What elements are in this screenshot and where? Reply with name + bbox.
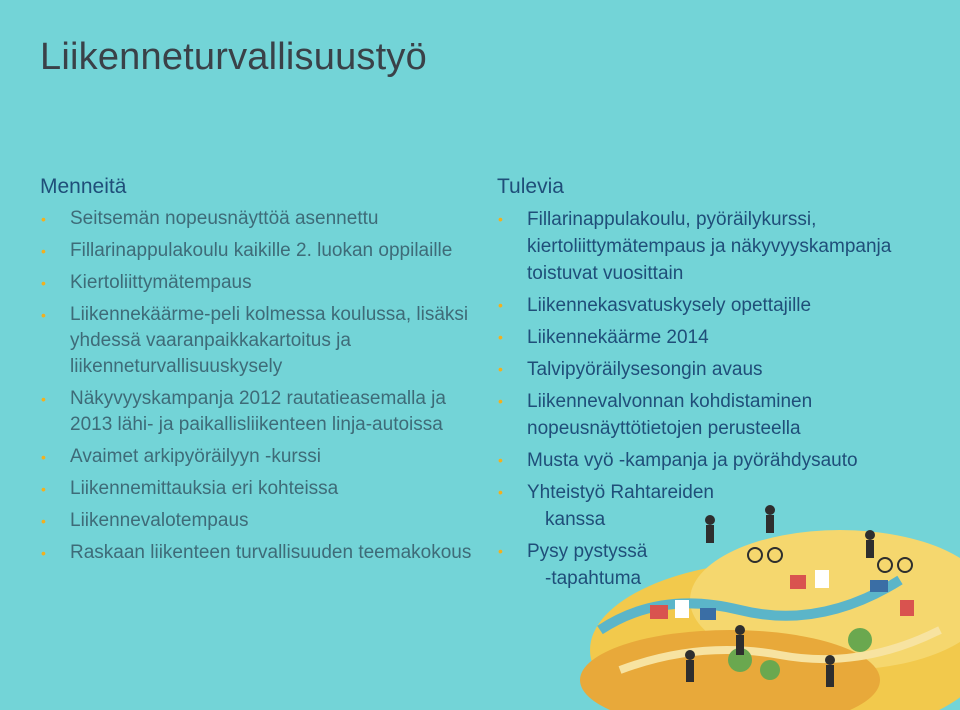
past-column: [40, 174, 480, 572]
list-item-text: Liikennemittauksia eri kohteissa: [70, 478, 339, 499]
list-item: [40, 386, 480, 438]
list-item-text: Liikennevalvonnan kohdistaminen nopeusnäyttötietojen perusteella: [527, 391, 813, 439]
list-item-text: Liikennekäärme-peli kolmessa koulussa, lisäksi yhdessä vaaranpaikkakartoitus ja liikenneturvallisuuskysely: [70, 304, 469, 377]
bullet-icon: •: [41, 481, 46, 497]
list-item: [40, 476, 480, 502]
list-item: [40, 302, 480, 380]
bullet-icon: •: [498, 361, 503, 377]
bullet-icon: •: [498, 543, 503, 559]
list-item: [497, 356, 957, 383]
list-item-text: Fillarinappulakoulu, pyöräilykurssi, kiertoliittymätempaus ja näkyvyyskampanja toistuvat vuosittain: [527, 209, 892, 284]
bullet-icon: •: [498, 211, 503, 227]
list-item-text: Raskaan liikenteen turvallisuuden teemakokous: [70, 542, 472, 563]
list-item-text: Yhteistyö Rahtareiden: [527, 482, 714, 503]
list-item-text: Liikennekäärme 2014: [527, 327, 709, 348]
list-item-continuation: kanssa: [545, 509, 606, 530]
list-item: [497, 324, 957, 351]
list-item: [497, 388, 957, 442]
list-item-text: Näkyvyyskampanja 2012 rautatieasemalla ja 2013 lähi- ja paikallisliikenteen linja-autoissa: [70, 388, 446, 435]
list-item: [40, 206, 480, 232]
list-item-text: Pysy pystyssä: [527, 541, 648, 562]
list-item: [497, 206, 957, 287]
future-heading: Tulevia: [497, 175, 564, 198]
list-item: [497, 447, 957, 474]
bullet-icon: •: [41, 307, 46, 323]
bullet-icon: •: [41, 545, 46, 561]
bullet-icon: •: [498, 329, 503, 345]
list-item-text: Seitsemän nopeusnäyttöä asennettu: [70, 208, 379, 229]
list-item-text: Avaimet arkipyöräilyyn -kurssi: [70, 446, 321, 467]
list-item: [40, 238, 480, 264]
list-item-text: Kiertoliittymätempaus: [70, 272, 252, 293]
list-item: [40, 508, 480, 534]
bullet-icon: •: [498, 452, 503, 468]
bullet-icon: •: [41, 391, 46, 407]
bullet-icon: •: [498, 393, 503, 409]
past-list: [40, 206, 480, 566]
list-item-text: Liikennevalotempaus: [70, 510, 249, 531]
bullet-icon: •: [41, 449, 46, 465]
bullet-icon: •: [41, 211, 46, 227]
list-item: [40, 270, 480, 296]
list-item: [40, 444, 480, 470]
list-item: [497, 292, 957, 319]
bullet-icon: •: [498, 297, 503, 313]
future-column: [497, 174, 957, 597]
list-item-text: Liikennekasvatuskysely opettajille: [527, 295, 812, 316]
past-heading: Menneitä: [40, 175, 127, 198]
bullet-icon: •: [41, 243, 46, 259]
list-item-text: Musta vyö -kampanja ja pyörähdysauto: [527, 450, 858, 471]
list-item: [497, 538, 957, 592]
list-item: [40, 540, 480, 566]
list-item-text: Fillarinappulakoulu kaikille 2. luokan oppilaille: [70, 240, 453, 261]
future-list: [497, 206, 957, 592]
list-item-continuation: -tapahtuma: [545, 568, 642, 589]
bullet-icon: •: [41, 275, 46, 291]
slide-title: Liikenneturvallisuustyö: [40, 36, 427, 78]
list-item-text: Talvipyöräilysesongin avaus: [527, 359, 763, 380]
bullet-icon: •: [41, 513, 46, 529]
list-item: [497, 479, 957, 533]
bullet-icon: •: [498, 484, 503, 500]
